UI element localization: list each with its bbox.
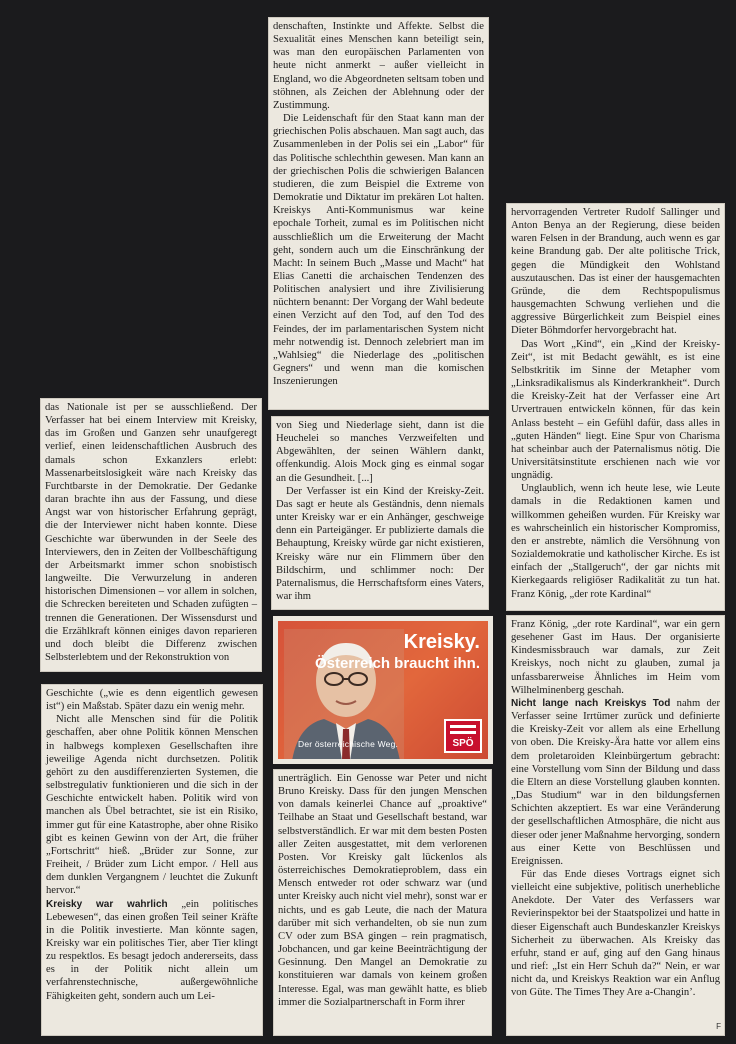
article-clipping-middle-lower [273, 769, 492, 1036]
text-paragraph [46, 898, 258, 1003]
poster-name: Kreisky. [403, 631, 480, 653]
text-run: „ein politisches Lebewesen“, das einen großen Teil seiner Kräfte in die Politik investierte. Man könnte sagen, Kreisky war ein politisches Tier, aber Tier klingt zu respektlos. Es besagt jedoch andererseits, dass es in der Politik nicht allein um verfahrenstechnische, außergewöhnliche Fähigkeiten geht, sondern auch um Lei- [46, 898, 258, 1002]
article-clipping-middle [271, 416, 489, 610]
article-clipping-right-upper [506, 203, 725, 611]
text-paragraph: Franz König, „der rote Kardinal“, war ein gern gesehener Gast im Haus. Der organisierte Kindesmissbrauch war damals, zur Zeit Kreiskys, noch nicht zu glauben, zumal ja unfassbarerweise Ähnliches im Heim vom Wilhelminenberg geschah. [511, 619, 720, 696]
poster-slogan: Österreich braucht ihn. [314, 655, 480, 672]
article-clipping-top [268, 17, 489, 410]
text-paragraph: von Sieg und Niederlage sieht, dann ist die Heuchelei so manches Verzweifelten und Abgewählten, der seinen Wählern dankt, offenkundig. Alois Mock ging es einmal sogar an die Gesundheit. [...] [276, 420, 484, 484]
kreisky-campaign-poster [273, 616, 493, 764]
text-paragraph [511, 697, 720, 868]
text-paragraph: Das Wort „Kind“, ein „Kind der Kreisky-Zeit“, ist mit Bedacht gewählt, es ist eine Selbstkritik im Sinne der Metapher vom „Linksradikalismus als Kinderkrankheit“. Durch die Kreisky-Zeit hat der Verfasser eine Art Urvertrauen entwickeln können, für das kein Anlass besteht – ein Gefühl dafür, dass alles in „guten Händen“ liegt. Eine Spur von Charisma hat scheinbar auch der Paternalismus nötig. Die Universitätsinstitute erschienen nach wie vor ungnädig. [511, 338, 720, 482]
text-paragraph: Der Verfasser ist ein Kind der Kreisky-Zeit. Das sagt er heute als Geständnis, denn niemals unter Kreisky war er ein Anhänger, geschweige denn ein Parteigänger. Er publizierte damals die Behauptung, Kreisky würde gar nicht existieren, Kreisky wäre nur ein Flimmern über den Bildschirm, und schlimmer noch: Der Paternalismus, die Herrschaftsform eines Vaters, war ihm [276, 485, 484, 603]
article-clipping-right-lower [506, 615, 725, 1036]
section-lead-in: Nicht lange nach Kreiskys Tod [511, 697, 671, 709]
text-paragraph: unerträglich. Ein Genosse war Peter und nicht Bruno Kreisky. Dass für den jungen Menschen von damals keinerlei Chance auf „proaktive“ Teilhabe an Staat und Gesellschaft bestand, war selbstverständlich. Er war mit dem besten Posten aller Zeiten ausgestattet, mit dem verlorenen Posten. Vor Kreisky galt lückenlos als österreichisches Demokratieproblem, dass ein Mensch entweder rot oder schwarz war (und unter Kreisky auch nicht viel mehr), sonst war er nichts, und es gab Leute, die nach der Matura darüber mit sich verhandelten, ob sie nun zum CV oder zum BSA gingen – rein pragmatisch, Jobchancen, und gar keine Beeinträchtigung der Gesinnung. Den Mangel an Demokratie zu konstituieren war damals von keinem großen Interesse. Egal, was man gewählt hatte, es blieb immer die Sozialpartnerschaft in Form ihrer [278, 773, 487, 1008]
section-lead-in: Kreisky war wahrlich [46, 898, 168, 910]
text-paragraph: denschaften, Instinkte und Affekte. Selbst die Sexualität eines Menschen kann beteiligt sein, was man den europäischen Parlamenten von heute nicht anmerkt – außer vielleicht in England, wo die Abgeordneten seltsam toben und stöhnen, als Zeichen der Ablehnung oder der Zustimmung. [273, 21, 484, 111]
spo-logo-icon [446, 721, 480, 751]
poster-background [278, 621, 488, 759]
text-paragraph: hervorragenden Vertreter Rudolf Sallinger und Anton Benya an der Regierung, diese beiden waren Felsen in der Brandung, auch wenn es gar keine Brandung gab. Der alte politische Trick, gegen die Mündigkeit den Wohlstand auszutauschen. Das ist einer der hausgemachten Gründe, die dem Rechtspopulismus hausgemachten Schwung verliehen und die aggressive Bürgerlichkeit zum Beispiel eines Dieter Böhmdorfer hervorgebracht hat. [511, 207, 720, 337]
poster-tagline: Der österreichische Weg. [298, 739, 399, 749]
text-paragraph: Die Leidenschaft für den Staat kann man der griechischen Polis abschauen. Man sagt auch, das Zusammenleben in der Polis sei ein „Labor“ für das Politische schlechthin gewesen. Man kann an der griechischen Polis die schwierigen Balancen studieren, die zum Beispiel die Extreme von Demokratie und Diktatur im prekären Lot halten. Kreiskys Anti-Kommunismus war keine epochale Torheit, zumal es im Politischen nicht ausschließlich um die Erweiterung der Macht geht, sondern auch um die Einschränkung der Macht: In seinem Buch „Masse und Macht“ hat Elias Canetti die archaischen Tendenzen des Politischen analysiert und ihre Zivilisierung nüchtern benannt: Der Vorgang der Wahl bedeute einen Verzicht auf den Tod, auf den Tod des Feindes, der im parlamentarischen System nicht mehr notwendig ist. Dennoch zelebriert man im „Wahlsieg“ die Niederlage des „politischen Gegners“ und wenn man die komischen Inszenierungen [273, 113, 484, 388]
text-paragraph: Geschichte („wie es denn eigentlich gewesen ist“) ein Maßstab. Später dazu ein wenig mehr. [46, 688, 258, 713]
article-clipping-left-lower [41, 684, 263, 1036]
text-paragraph: das Nationale ist per se ausschließend. Der Verfasser hat bei einem Interview mit Kreisky, das im Großen und Ganzen sehr unaufgeregt verlief, einen leidenschaftlichen Ausbruch des damals schon Exkanzlers erlebt: Massenarbeitslosigkeit wäre nach Kreisky das Furchtbarste in der Demokratie. Der Gedanke daran brachte ihn aus der Fassung, und diese Angst war von historischer Erfahrung geprägt, die der Interviewer nicht haben konnte. Diese Geschichte war überwunden in der Seele des Interviewers, den in Zeiten der Vollbeschäftigung der Arbeitsmarkt immer schon snobistisch langweilte. Die Verwurzelung in anderen historischen Dimensionen – vor allem in solchen, die Schrecken bereiteten und Schaden zufügten – trennen die Generationen. Der Wissensdurst und die Erzählkraft können einiges davon reparieren und doch bleibt die Differenz zwischen Selbsterlebtem und der Rekonstruktion von [45, 402, 257, 663]
text-paragraph: Unglaublich, wenn ich heute lese, wie Leute damals in die Redaktionen kamen und willkommen geheißen wurden. Für Kreisky war es wahrscheinlich ein historischer Kompromiss, den er anstrebte, nämlich die Versöhnung von Sozialdemokratie und katholischer Kirche. Es ist einfach der „Stallgeruch“, der gar nichts mit Kierkegaards religiöser Radikalität zu tun hat. Franz König, „der rote Kardinal“ [511, 483, 720, 600]
article-clipping-left-upper [40, 398, 262, 672]
text-paragraph: Für das Ende dieses Vortrags eignet sich vielleicht eine subjektive, politisch unerhebliche Anekdote. Der Vater des Verfassers war Revierinspektor bei der Staatspolizei und hatte in dieser Eigenschaft auch Bundeskanzler Kreiskys Sicherheit zu überwachen. Als Kreisky das erfuhr, stand er auf, ging auf den Gang hinaus und rief: „Ist ein Herr Schuh da?“ Nein, er war nicht da, und Kreiskys Reaktion war ein Anflug von Güte. The Times They Are a-Changin’. [511, 868, 720, 999]
text-paragraph: Nicht alle Menschen sind für die Politik geschaffen, aber ohne Politik können Menschen in halbwegs komplexen Gesellschaften ihre jeweilige Agenda nicht durchsetzen. Politik gehört zu den ausdifferenzierten Systemen, die selbstregulativ funktionieren und die sich in der Geschichte entwickelt haben. Politik wird von manchen als Übel betrachtet, sie ist ein Risiko, immer gut für eine Katastrophe, aber ohne Risiko gibt es keinen Gewinn von der Art, die früher „Fortschritt“ hieß. „Brüder zur Sonne, zur Freiheit, / Brüder zum Licht empor. / Hell aus dem dunklen Vergangnem / leuchtet die Zukunft hervor.“ [46, 714, 258, 897]
page-mark: F [716, 1021, 721, 1031]
text-run: nahm der Verfasser seine Irrtümer zurück und definierte die Kreisky-Zeit vor allem als eine Erhellung von oben. Die Kreisky-Ära hatte vor allem eins dem proletaroiden Kleinbürgertum gebracht: eine Vorstellung vom Sinn der Bildung und dass die Eltern an diese Vorstellung glauben konnten. „Das Studium“ war in den bildungsfernen Schichten akzeptiert. Es war eine Veränderung der gesellschaftlichen Atmosphäre, die nicht aus dieser oder jener Maßnahme hervorging, sondern aus einer Kette von Beschlüssen und Ereignissen. [511, 697, 720, 867]
logo-text: SPÖ [452, 738, 474, 749]
